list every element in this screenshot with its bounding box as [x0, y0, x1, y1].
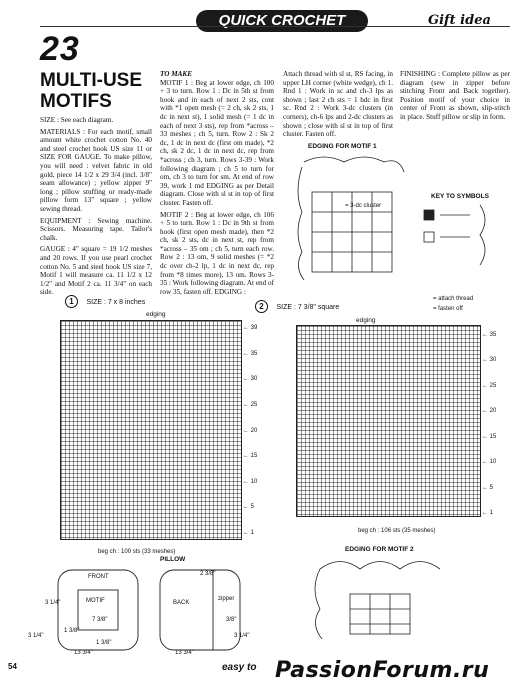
row-number-label: ← 5: [482, 484, 494, 491]
column-1: [40, 116, 152, 297]
easy-to-label: easy to: [222, 662, 257, 673]
edging-motif1-diagram: [284, 152, 412, 287]
pillow-label: PILLOW: [160, 556, 186, 563]
pattern-title: MULTI-USE MOTIFS: [40, 70, 143, 112]
key-symbols: [410, 200, 510, 270]
dim-d: 1 3/8": [64, 628, 80, 634]
to-make-heading: TO MAKE: [160, 70, 193, 78]
column-3: [283, 70, 393, 139]
pillow-back-label: BACK: [173, 600, 190, 606]
column-2: [160, 70, 274, 296]
dim-j: 3 1/4": [234, 633, 250, 639]
row-number-label: ← 10: [482, 459, 497, 466]
motif2-filet-chart: [296, 325, 481, 517]
row-number-label: ← 15: [243, 453, 258, 460]
motif1-beg-ch: beg ch : 100 sts (33 meshes): [98, 549, 176, 555]
quick-crochet-banner: QUICK CROCHET: [196, 10, 368, 32]
motif1-instructions: MOTIF 1 : Beg at lower edge, ch 100 + 3 to turn. Row 1 : Dc in 5th st from hook and in each of next 2 sts, cont with *1 open mesh (= 2 ch, sk 2 sts, 1 dc in next st), 1 solid mesh (= 1 dc in each of next 3 sts), rep from *across – 33 meshes ; ch 5, turn. Row 2 : Sk 2 dc, 1 dc in next dc (first om made), *2 ch, sk 2 dc, 1 dc in next dc, rep from *across ; ch 3, turn. Rows 3-39 : Work following diagram ; ch 5 to turn for om, ch 3 to turn for sm. At end of row 39, work 1 md EDGING as per Detail diagram. Close with sl st in top of first cluster. Fasten off.: [160, 78, 274, 207]
pillow-front-label: FRONT: [88, 574, 109, 580]
finishing-text: FINISHING : Complete pillow as per diagram (sew in zipper before stitching Front and Back together). Position motif of your choice in center of Front as shown, slip-stitch in place. Stuff pillow or slip in form.: [400, 70, 510, 121]
fasten-off-legend: = fasten off: [433, 306, 463, 312]
row-number-label: ← 30: [243, 376, 258, 383]
materials-text: MATERIALS : For each motif, small amount white crochet cotton No. 40 and steel crochet hook US size 11 or SIZE FOR GAUGE. To make pillow, you will need : velvet fabric in old gold, piece 14 1/2 x 29 3/4 (incl. 3/8" seam allowance) ; yellow zipper 9" long ; pillow stuffing or ready-made pillow form 13" square ; yellow sewing thread.: [40, 127, 152, 213]
row-number-label: ← 20: [243, 427, 258, 434]
attach-thread-legend: = attach thread: [433, 296, 474, 302]
pillow-zipper-label: zipper: [218, 596, 235, 602]
motif1-size: SIZE : 7 x 8 inches: [86, 299, 146, 306]
dim-g: 13 3/4": [175, 650, 194, 656]
edging-instructions: Attach thread with sl st, RS facing, in upper LH corner (white wedge), ch 1. Rnd 1 : Work in sc and ch-3 lps as shown ; last 2 ch sts = 1 hdc in first sc. Rnd 2 : Work 3-dc clusters (in corners), ch-6 lps and 2-dc clusters as shown ; close with sl st in top of first cluster. Fasten off.: [283, 70, 393, 139]
motif1-header: [65, 291, 145, 309]
watermark: PassionForum.ru: [275, 658, 490, 683]
motif1-filet-chart: [60, 320, 242, 540]
motif2-header: [255, 296, 339, 314]
cluster-key-label: = 3-dc cluster: [345, 203, 382, 209]
key-to-symbols-label: KEY TO SYMBOLS: [431, 193, 489, 200]
row-number-label: ← 10: [243, 478, 258, 485]
row-number-label: ← 35: [243, 350, 258, 357]
gift-idea-label: Gift idea: [428, 13, 491, 28]
row-number-label: ← 15: [482, 433, 497, 440]
edging-motif1-label: EDGING FOR MOTIF 1: [308, 143, 377, 150]
row-number-label: ← 39: [243, 325, 258, 331]
row-number-label: ← 5: [243, 504, 255, 511]
edging-motif2-diagram: [310, 554, 480, 644]
dim-h: 2 3/8": [200, 571, 216, 577]
row-number-label: ← 35: [482, 332, 497, 338]
pillow-motif-label: MOTIF: [86, 598, 105, 604]
dim-f: 13 3/4": [74, 650, 93, 656]
gauge-text: GAUGE : 4" square = 19 1/2 meshes and 20 rows. If you use pearl crochet cotton No. 5 and steel hook US size 7, Motif 1 will measure ca. 11 1/2 x 12 1/2" and Motif 2 ca. 11 3/4" on each side.: [40, 245, 152, 297]
size-text: SIZE : See each diagram.: [40, 116, 114, 124]
pillow-diagram: [38, 562, 268, 662]
motif2-size: SIZE : 7 3/8" square: [276, 304, 340, 311]
motif2-instructions: MOTIF 2 : Beg at lower edge, ch 106 + 5 to turn. Row 1 : Dc in 9th st from hook (first open mesh made), then *2 ch, sk 2 sts, dc in next st, rep from *across – 35 om ; ch 5, turn each row. Row 2 : 13 om, 9 solid meshes (= *2 dc over ch-2 lp, 1 dc in next dc, rep from *8 times more), 13 om. Rows 3-35 : Work following diagram. At end of row 35, fasten off. EDGING :: [160, 210, 274, 296]
edging-motif2-label: EDGING FOR MOTIF 2: [345, 546, 414, 553]
row-number-label: ← 30: [482, 357, 497, 364]
row-number-label: ← 25: [243, 401, 258, 408]
row-number-label: ← 1: [482, 510, 494, 516]
motif1-edging-label: edging: [146, 311, 166, 318]
dim-e: 1 3/8": [96, 640, 112, 646]
dim-a: 3 1/4": [45, 600, 61, 606]
row-number-label: ← 25: [482, 382, 497, 389]
motif1-number-badge: 1: [65, 295, 78, 308]
dim-c: 3 1/4": [28, 633, 44, 639]
motif2-number-badge: 2: [255, 300, 268, 313]
equipment-text: EQUIPMENT : Sewing machine. Scissors. Measuring tape. Tailor's chalk.: [40, 216, 152, 242]
row-number-label: ← 1: [243, 530, 255, 536]
header-rule: [40, 26, 510, 27]
page-number: 54: [8, 662, 17, 671]
motif2-edging-label: edging: [356, 317, 376, 324]
row-number-label: ← 20: [482, 408, 497, 415]
dim-b: 7 3/8": [92, 617, 108, 623]
motif2-beg-ch: beg ch : 106 sts (35 meshes): [358, 528, 436, 534]
pattern-number: 23: [40, 30, 80, 68]
dim-i: 3/8": [226, 617, 237, 623]
column-4: [400, 70, 510, 122]
